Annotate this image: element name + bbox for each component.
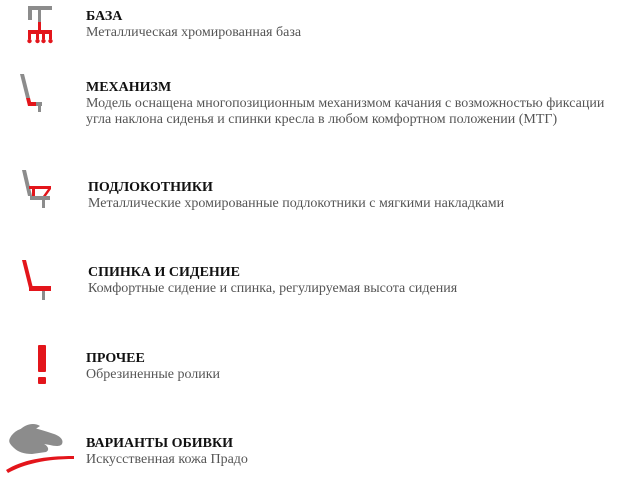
chair-base-icon bbox=[22, 4, 58, 46]
feature-description: Комфортные сидение и спинка, регулируемая высота сидения bbox=[88, 281, 458, 296]
feature-description: Модель оснащена многопозиционным механизмом качания с возможностью фиксации угла наклона сиденья и спинки кресла в любом комфортном положении (МТГ) bbox=[86, 96, 605, 127]
chair-armrests-icon bbox=[20, 168, 56, 210]
upholstery-hand-icon bbox=[4, 420, 76, 476]
feature-description: Искусственная кожа Прадо bbox=[86, 452, 248, 467]
feature-description: Обрезиненные ролики bbox=[86, 367, 221, 382]
chair-mechanism-icon bbox=[18, 72, 48, 114]
feature-title: БАЗА bbox=[86, 9, 123, 24]
feature-title: ВАРИАНТЫ ОБИВКИ bbox=[86, 436, 234, 451]
feature-title: МЕХАНИЗМ bbox=[86, 80, 172, 95]
chair-back-seat-icon bbox=[20, 258, 56, 302]
feature-title: СПИНКА И СИДЕНИЕ bbox=[88, 265, 241, 280]
feature-title: ПОДЛОКОТНИКИ bbox=[88, 180, 213, 195]
exclamation-icon bbox=[34, 344, 50, 386]
feature-title: ПРОЧЕЕ bbox=[86, 351, 145, 366]
feature-description: Металлическая хромированная база bbox=[86, 25, 302, 40]
feature-description: Металлические хромированные подлокотники с мягкими накладками bbox=[88, 196, 505, 211]
